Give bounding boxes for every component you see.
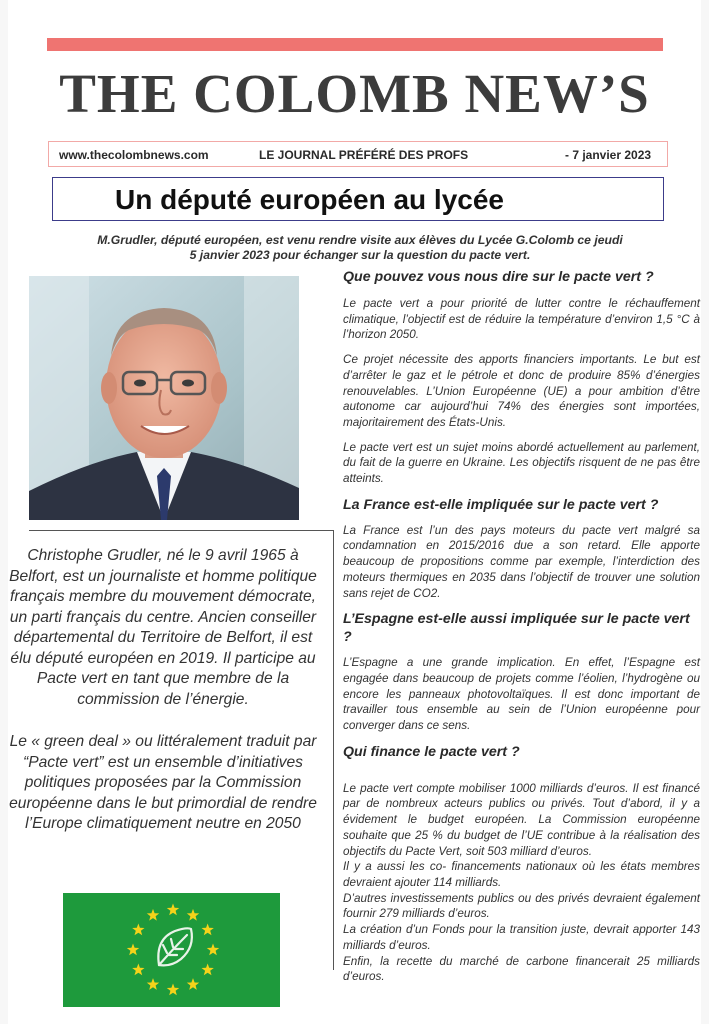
- headline-box: [52, 177, 664, 221]
- issue-date: - 7 janvier 2023: [565, 148, 652, 162]
- article-headline: Un député européen au lycée: [115, 184, 504, 215]
- green-deal-eu-flag: [63, 893, 280, 1007]
- newspaper-title: THE COLOMB NEW’S: [59, 63, 650, 124]
- article-standfirst: [20, 233, 700, 263]
- question-heading: Qui finance le pacte vert ?: [343, 743, 520, 760]
- answer-paragraph: Ce projet nécessite des apports financiers importants. Le but est d’arrêter le gaz et le pétrole et donc de produire 85% d’énergies renouvelables. L’Union Européenne (UE) a pour ambition d’être autonome car aujourd’hui 74% des énergies sont importées, majoritairement des États-Unis.: [343, 353, 700, 429]
- answer-paragraph: Il y a aussi les co- financements nationaux où les états membres devraient ajouter 114 milliards.: [343, 860, 700, 889]
- question-heading: L’Espagne est-elle aussi impliquée sur le pacte vert ?: [343, 611, 690, 646]
- flag-image: [63, 893, 280, 1007]
- answer-paragraph: Enfin, la recette du marché de carbone financerait 25 milliards d’euros.: [343, 954, 700, 984]
- green-deal-definition: Le « green deal » ou littéralement traduit par “Pacte vert” est un ensemble d’initiatives politiques proposées par la Commission européenne dans le but primordial de rendre l’Europe climatiquement neutre en 2050: [9, 733, 317, 832]
- answer-paragraph: Le pacte vert a pour priorité de lutter contre le réchauffement climatique, l’objectif est de réduire la température d’environ 1,5 °C à l’horizon 2050.: [343, 297, 700, 342]
- answer-paragraph: Le pacte vert est un sujet moins abordé actuellement au parlement, du fait de la guerre en Ukraine. Les objectifs risquent de ne pas être atteints.: [343, 440, 700, 486]
- answer-paragraph: L’Espagne a une grande implication. En effet, l’Espagne est engagée dans beaucoup de projets comme l’éolien, l’hydrogène ou encore les panneaux photovoltaïques. Il est donc important de travailler tous ensemble au sein de l’Union européenne pour converger dans ce sens.: [343, 656, 700, 733]
- question-heading: Que pouvez vous nous dire sur le pacte vert ?: [343, 269, 654, 285]
- answer-paragraph: La création d’un Fonds pour la transition juste, devrait apporter 143 milliards d’euros.: [343, 923, 700, 952]
- tagline: LE JOURNAL PRÉFÉRÉ DES PROFS: [259, 148, 469, 162]
- portrait-photo: [29, 276, 299, 520]
- masthead-info-bar: [48, 141, 668, 167]
- portrait-photo-image: [29, 276, 299, 520]
- masthead-accent-bar: [47, 38, 663, 51]
- question-heading: La France est-elle impliquée sur le pacte vert ?: [343, 496, 659, 513]
- website-link[interactable]: www.thecolombnews.com: [59, 148, 209, 162]
- standfirst-line-1: M.Grudler, député européen, est venu rendre visite aux élèves du Lycée G.Colomb ce jeudi: [97, 233, 623, 247]
- column-divider: [333, 530, 334, 970]
- biography-paragraph: Christophe Grudler, né le 9 avril 1965 à Belfort, est un journaliste et homme politique français membre du mouvement démocrate, un parti français du centre. Ancien conseiller départemental du Territoire de Belfort, il est élu député européen en 2019. Il participe au Pacte vert en tant que membre de la commission de l’énergie.: [9, 547, 317, 708]
- biography: [6, 546, 320, 857]
- standfirst-line-2: 5 janvier 2023 pour échanger sur la question du pacte vert.: [189, 248, 531, 262]
- left-column-rule: [29, 530, 333, 531]
- interview-column: [343, 268, 700, 985]
- answer-paragraph: D’autres investissements publics ou des privés devraient également fournir 279 milliards d’euros.: [343, 891, 700, 921]
- answer-paragraph: La France est l’un des pays moteurs du pacte vert malgré sa condamnation en 2015/2016 due a son retard. Elle apporte beaucoup de propositions comme par exemple, l’interdiction des moteurs thermiques en 2035 dans l’objectif de trouver une solution sans rejet de CO2.: [343, 523, 700, 600]
- answer-paragraph: Le pacte vert compte mobiliser 1000 milliards d’euros. Il est financé par de nombreux acteurs publics ou privés. Tout d’abord, il y a évidement le budget européen. La Commission européenne souhaite que 25 % du budget de l’UE contribue à la réalisation des objectifs du Pacte Vert, soit 503 milliard d’euros.: [343, 781, 700, 858]
